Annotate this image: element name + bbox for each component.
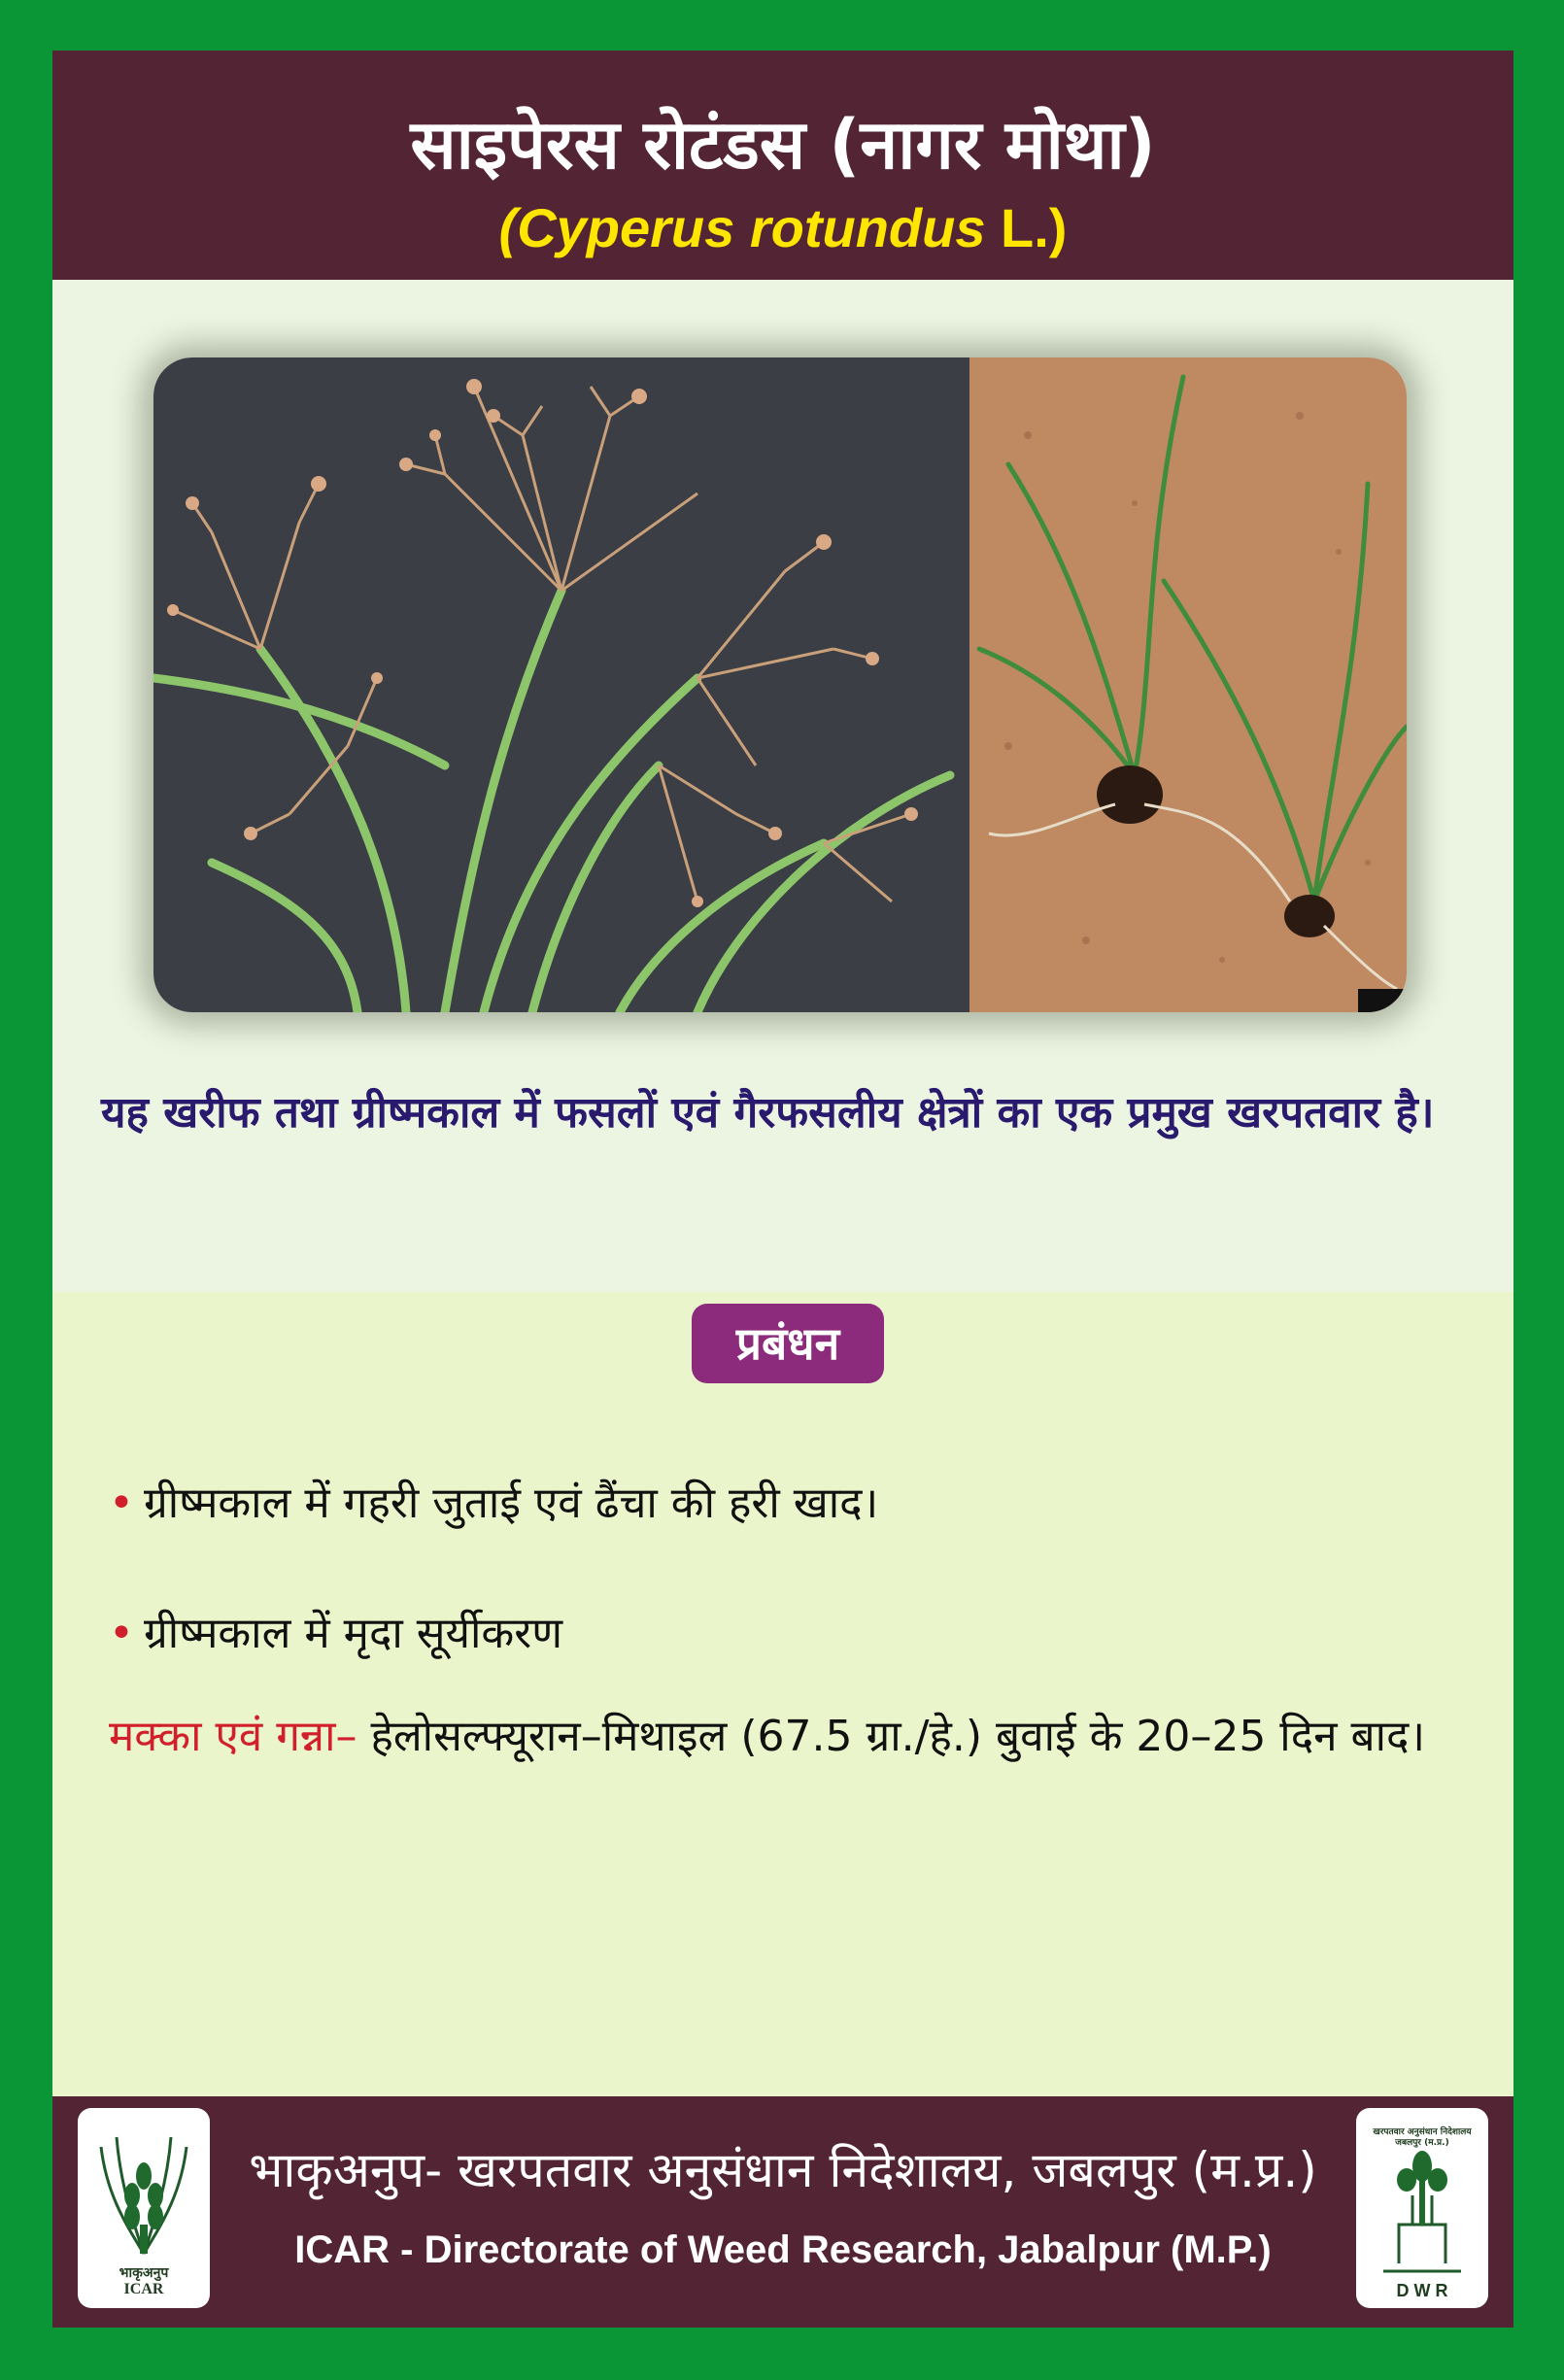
- crop-recommendation: [109, 1671, 1469, 1803]
- weed-description: यह खरीफ तथा ग्रीष्मकाल में फसलों एवं गैरफसलीय क्षेत्रों का एक प्रमुख खरपतवार है।: [101, 1088, 1435, 1138]
- poster-panel: [52, 51, 1513, 2328]
- photo-corner-mark: [1358, 989, 1407, 1012]
- icar-logo: [78, 2108, 210, 2308]
- scientific-name: (Cyperus rotundus: [498, 197, 1002, 258]
- crop-label: मक्का एवं गन्ना–: [109, 1712, 357, 1761]
- icar-logo-english: ICAR: [123, 2281, 164, 2297]
- crop-treatment: हेलोसल्फ्यूरान–मिथाइल (67.5 ग्रा./हे.) बुवाई के 20–25 दिन बाद।: [357, 1712, 1426, 1761]
- poster-title-hindi: साइपेरस रोटंडस (नागर मोथा): [410, 105, 1156, 185]
- management-heading: प्रबंधन: [692, 1304, 884, 1383]
- bullet-dot: •: [109, 1479, 134, 1528]
- bullet-dot: •: [109, 1609, 134, 1658]
- organization-name-english: ICAR - Directorate of Weed Research, Jabalpur (M.P.): [294, 2228, 1272, 2271]
- poster-title-scientific: [52, 194, 1513, 262]
- dwr-logo-english: D W R: [1396, 2281, 1448, 2300]
- management-section: [52, 1292, 1513, 2096]
- title-banner: [52, 51, 1513, 280]
- bullet-text: ग्रीष्मकाल में मृदा सूर्यीकरण: [143, 1609, 563, 1658]
- organization-name-hindi: भाकृअनुप- खरपतवार अनुसंधान निदेशालय, जबलपुर (म.प्र.): [249, 2142, 1317, 2198]
- dwr-logo-ring-text: खरपतवार अनुसंधान निदेशालय जबलपुर (म.प्र.): [1373, 2127, 1472, 2148]
- scientific-author: L.): [1001, 197, 1068, 258]
- dwr-logo: [1356, 2108, 1488, 2308]
- bullet-text: ग्रीष्मकाल में गहरी जुताई एवं ढैंचा की हरी खाद।: [143, 1479, 879, 1528]
- icar-logo-hindi: भाकृअनुप: [119, 2265, 169, 2281]
- management-bullet: [109, 1475, 878, 1533]
- weed-photo: [153, 357, 1407, 1012]
- photo-right-soil: [969, 357, 1407, 1012]
- management-bullet: [109, 1605, 562, 1663]
- weed-photo-image: [153, 357, 1407, 1012]
- footer-banner: [52, 2096, 1513, 2328]
